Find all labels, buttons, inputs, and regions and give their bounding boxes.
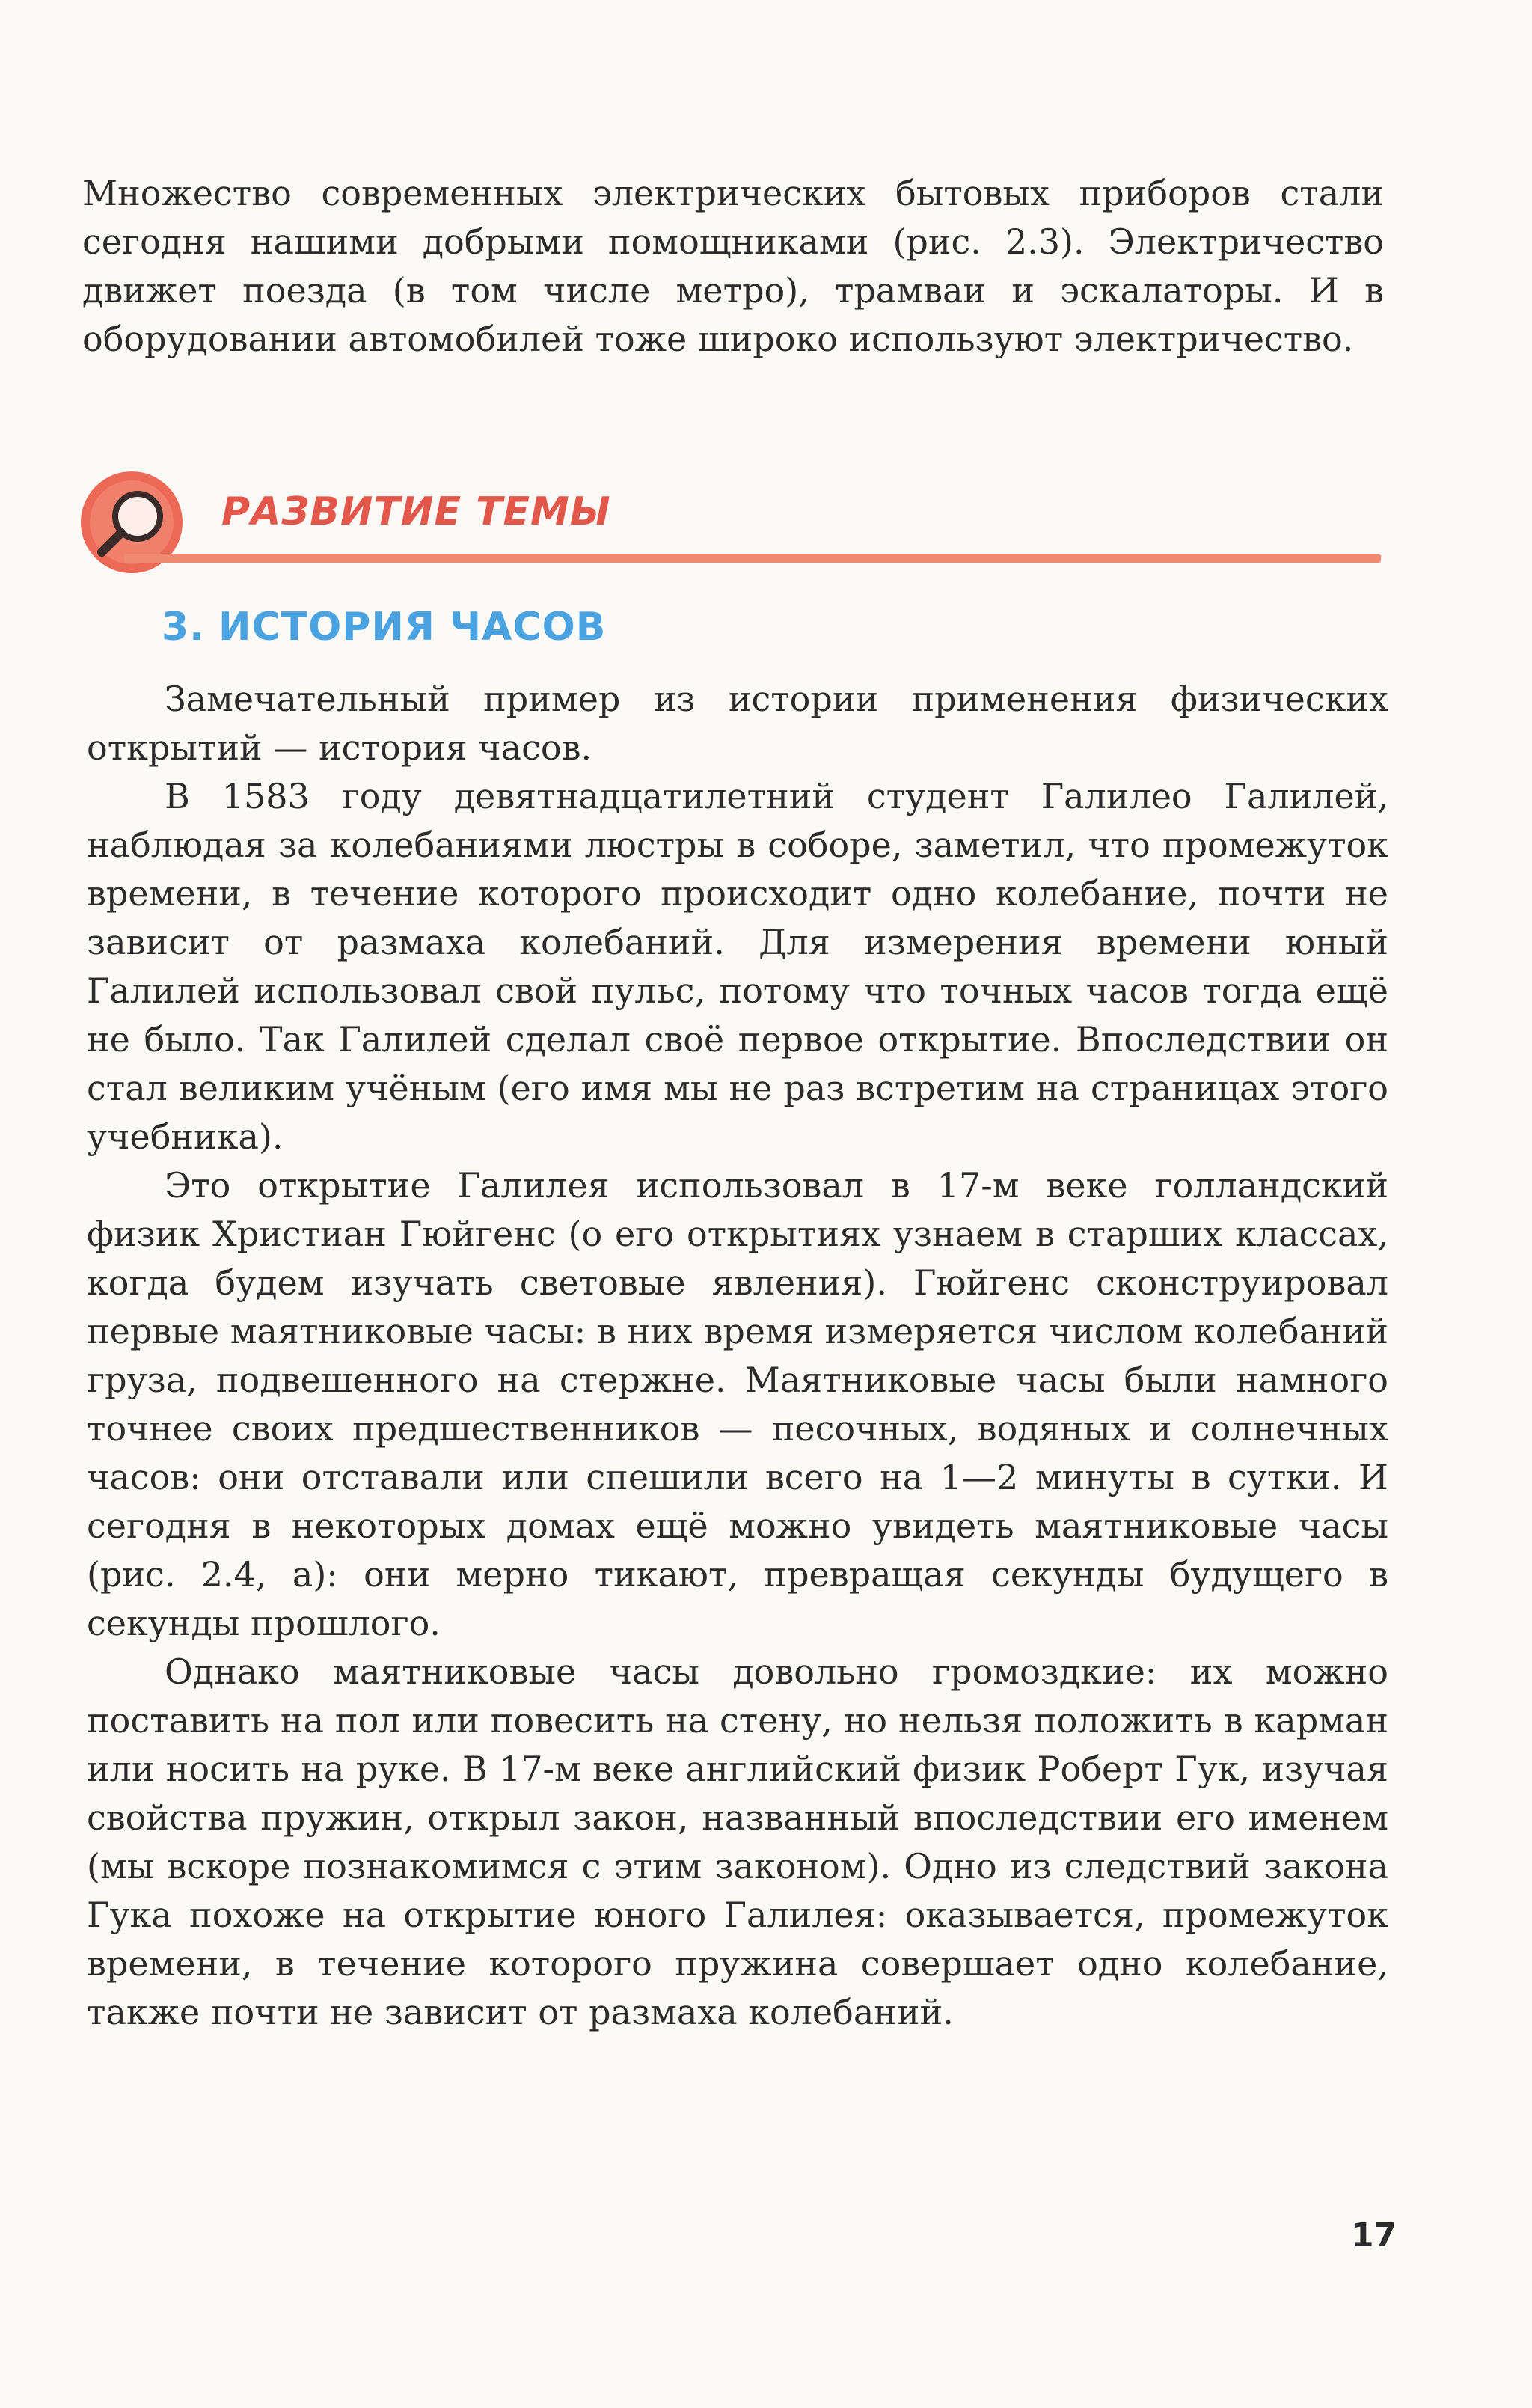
section-banner xyxy=(79,470,1381,575)
chapter-heading xyxy=(162,605,606,650)
chapter-number: 3. xyxy=(162,605,205,650)
chapter-title: ИСТОРИЯ ЧАСОВ xyxy=(218,605,607,650)
section-label: РАЗВИТИЕ ТЕМЫ xyxy=(221,489,611,534)
intro-paragraph: Множество современных электрических бытовых приборов стали сегодня нашими добрыми помощниками (рис. 2.3). Электричество движет поезда (в том числе метро), трамваи и эскалаторы. И в оборудовании автомобилей тоже широко используют электричество. xyxy=(82,173,1384,359)
paragraph: В 1583 году девятнадцатилетний студент Галилео Галилей, наблюдая за колебаниями люстры в соборе, заметил, что промежуток времени, в течение которого происходит одно колебание, почти не зависит от размаха колебаний. Для измерения времени юный Галилей использовал свой пульс, потому что точных часов тогда ещё не было. Так Галилей сделал своё первое открытие. Впоследствии он стал великим учёным (его имя мы не раз встретим на страницах этого учебника). xyxy=(87,776,1388,1157)
page-number: 17 xyxy=(1351,2216,1397,2255)
body-text xyxy=(87,675,1388,2037)
paragraph: Это открытие Галилея использовал в 17-м веке голландский физик Христиан Гюйгенс (о его открытиях узнаем в старших классах, когда будем изучать световые явления). Гюйгенс сконструировал первые маятниковые часы: в них время измеряется числом колебаний груза, подвешенного на стержне. Маятниковые часы были намного точнее своих предшественников — песочных, водяных и солнечных часов: они отставали или спешили всего на 1—2 минуты в сутки. И сегодня в некоторых домах ещё можно увидеть маятниковые часы (рис. 2.4, а): они мерно тикают, превращая секунды будущего в секунды прошлого. xyxy=(87,1165,1388,1643)
intro-paragraph-block xyxy=(82,169,1384,364)
section-divider xyxy=(124,554,1381,563)
paragraph: Однако маятниковые часы довольно громоздкие: их можно поставить на пол или повесить на стену, но нельзя положить в карман или носить на руке. В 17-м веке английский физик Роберт Гук, изучая свойства пружин, открыл закон, названный впоследствии его именем (мы вскоре познакомимся с этим законом). Одно из следствий закона Гука похоже на открытие юного Галилея: оказывается, промежуток времени, в течение которого пружина совершает одно колебание, также почти не зависит от размаха колебаний. xyxy=(87,1651,1388,2032)
paragraph: Замечательный пример из истории применения физических открытий — история часов. xyxy=(87,679,1388,768)
